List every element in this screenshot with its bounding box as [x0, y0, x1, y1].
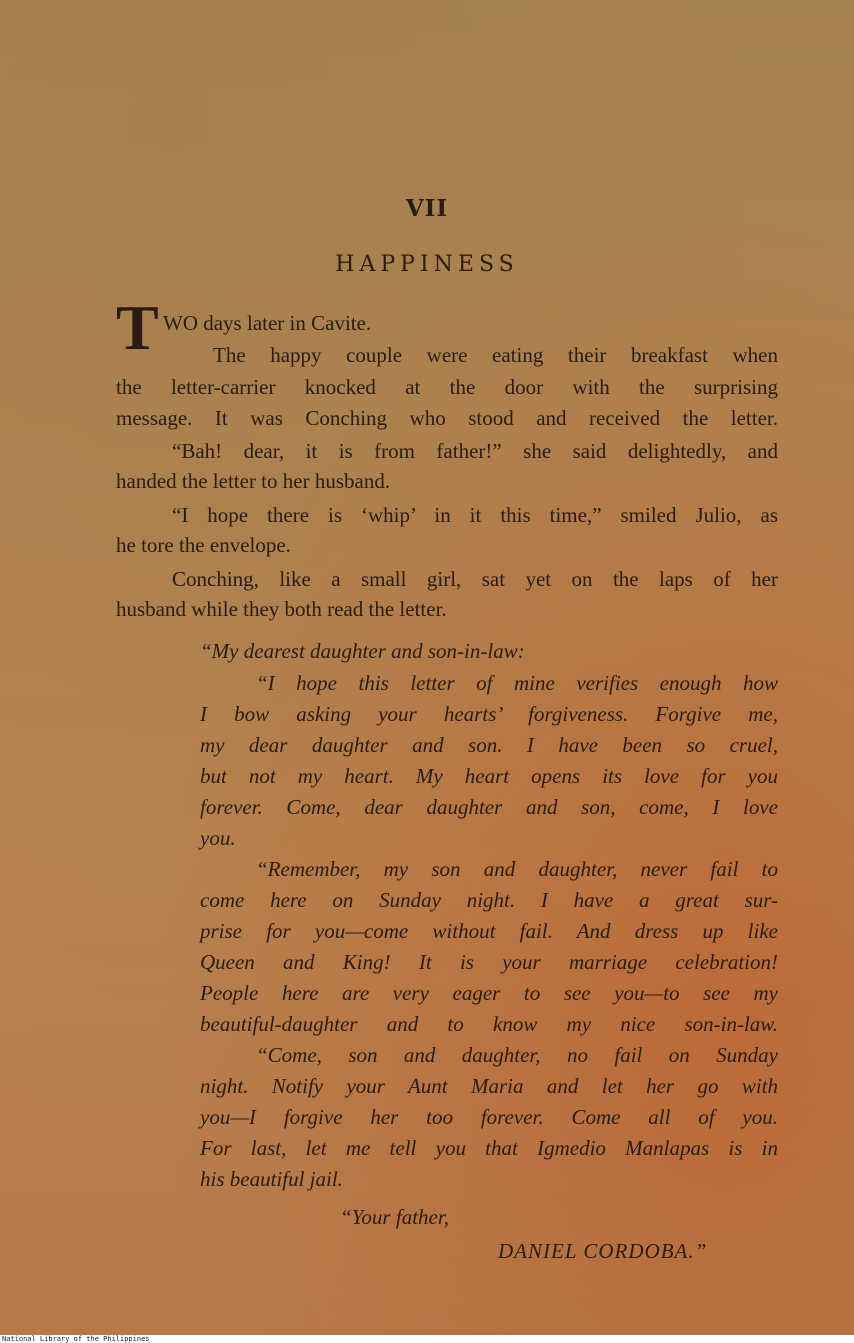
text-line: “Bah! dear, it is from father!” she said delightedly, and — [172, 439, 778, 463]
letter-signature: DANIEL CORDOBA.” — [498, 1239, 708, 1263]
text-line: “I hope there is ‘whip’ in it this time,” smiled Julio, as — [172, 503, 778, 527]
drop-cap: T — [116, 292, 159, 363]
letter-line: “Remember, my son and daughter, never fail to — [256, 857, 778, 881]
letter-line: “I hope this letter of mine verifies enough how — [256, 671, 778, 695]
text-line: The happy couple were eating their breakfast when — [213, 343, 778, 367]
letter-line: night. Notify your Aunt Maria and let her go with — [200, 1074, 778, 1098]
letter-line: prise for you—come without fail. And dress up like — [200, 919, 778, 943]
letter-line: my dear daughter and son. I have been so cruel, — [200, 733, 778, 757]
text-line: the letter-carrier knocked at the door with the surprising — [116, 375, 778, 399]
text-line: husband while they both read the letter. — [116, 597, 447, 621]
letter-line: but not my heart. My heart opens its love for you — [200, 764, 778, 788]
library-credit: National Library of the Philippines — [2, 1335, 150, 1343]
letter-closing: “Your father, — [340, 1205, 449, 1229]
text-line: WO days later in Cavite. — [163, 311, 372, 335]
letter-line: his beautiful jail. — [200, 1167, 343, 1191]
letter-line: forever. Come, dear daughter and son, come, I love — [200, 795, 778, 819]
letter-line: you. — [200, 826, 236, 850]
text-line: message. It was Conching who stood and received the letter. — [116, 406, 778, 430]
text-line: Conching, like a small girl, sat yet on the laps of her — [172, 567, 778, 591]
letter-line: you—I forgive her too forever. Come all of you. — [200, 1105, 778, 1129]
chapter-number: VII — [405, 195, 449, 222]
letter-line: Queen and King! It is your marriage celebration! — [200, 950, 778, 974]
text-line: he tore the envelope. — [116, 533, 291, 557]
letter-line: People here are very eager to see you—to see my — [200, 981, 778, 1005]
letter-line: come here on Sunday night. I have a great sur- — [200, 888, 778, 912]
letter-line: For last, let me tell you that Igmedio Manlapas is in — [200, 1136, 778, 1160]
text-line: handed the letter to her husband. — [116, 469, 391, 493]
letter-line: beautiful-daughter and to know my nice son-in-law. — [200, 1012, 778, 1036]
chapter-title: HAPPINESS — [335, 252, 519, 277]
letter-line: “Come, son and daughter, no fail on Sunday — [256, 1043, 778, 1067]
letter-line: I bow asking your hearts’ forgiveness. Forgive me, — [200, 702, 778, 726]
letter-salutation: “My dearest daughter and son-in-law: — [200, 639, 525, 663]
